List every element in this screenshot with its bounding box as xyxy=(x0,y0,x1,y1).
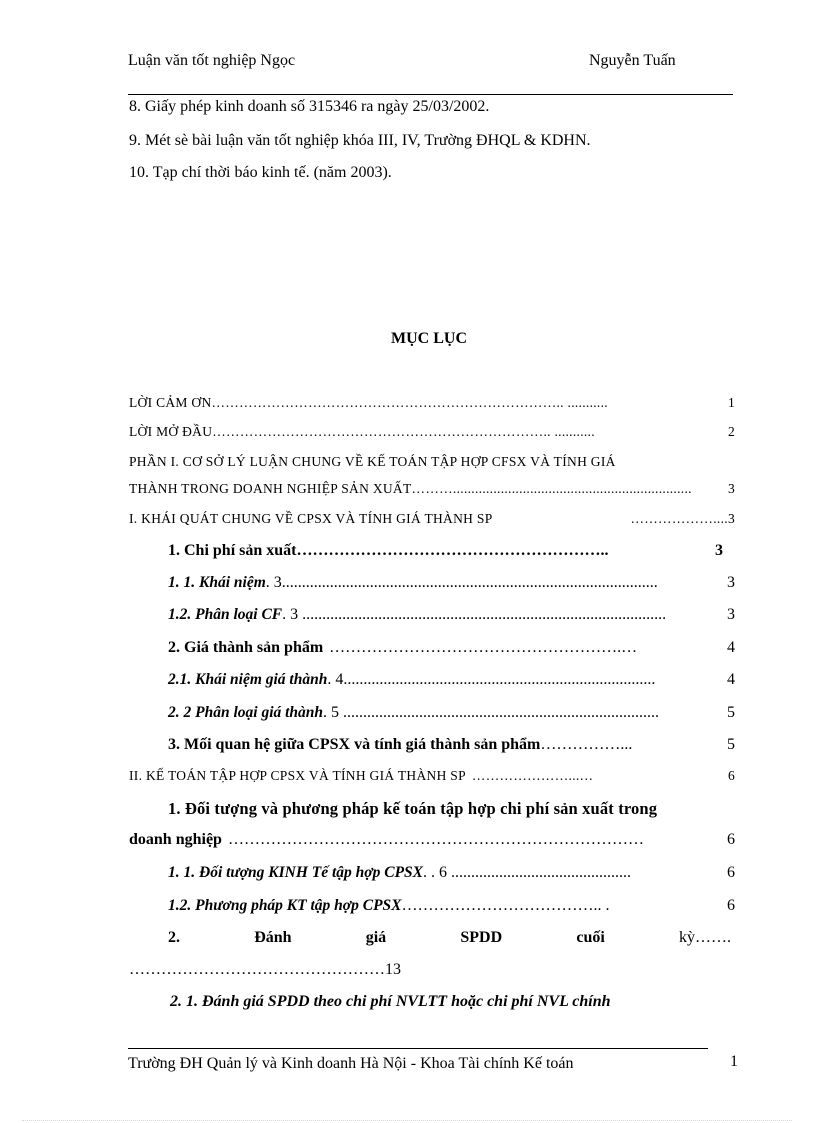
toc-page: 2 xyxy=(727,424,735,439)
toc-entry-text: 2.1. Khái niệm giá thành xyxy=(168,671,328,688)
toc-entry-text: 2. Giá thành sản phẩm xyxy=(168,639,324,656)
toc-page: 6 xyxy=(727,831,735,848)
toc-page: 3 xyxy=(715,542,723,559)
toc-entry-text: 2. 2 Phân loại giá thành xyxy=(168,704,324,721)
footer-rule xyxy=(128,1048,708,1049)
reference-item: 10. Tạp chí thời báo kinh tế. (năm 2003). xyxy=(129,164,392,181)
toc-entry-word: SPDD xyxy=(460,929,503,946)
toc-page: 4 xyxy=(727,671,735,688)
toc-entry-text[interactable]: PHẦN I. CƠ SỞ LÝ LUẬN CHUNG VỀ KẾ TOÁN TẬP HỢP CFSX VÀ TÍNH GIÁ xyxy=(129,454,616,469)
toc-entry[interactable] xyxy=(168,574,735,592)
footer-page-number: 1 xyxy=(730,1053,738,1070)
toc-entry[interactable] xyxy=(168,671,735,689)
toc-entry[interactable] xyxy=(168,606,735,624)
toc-page: 3 xyxy=(727,606,735,623)
toc-page: 4 xyxy=(727,639,735,656)
toc-entry-text: 1.2. Phân loại CF xyxy=(168,606,283,623)
toc-entry[interactable] xyxy=(168,639,735,657)
toc-page: 5 xyxy=(727,704,735,721)
toc-entry-text: THÀNH TRONG DOANH NGHIỆP SẢN XUẤT xyxy=(129,481,412,496)
toc-leader: ……………………………….. . xyxy=(401,897,610,914)
toc-entry-text: 3. Mối quan hệ giữa CPSX và tính giá thành sản phẩm xyxy=(168,736,541,753)
toc-title: MỤC LỤC xyxy=(391,330,467,347)
toc-leader: ............................................................................... xyxy=(343,704,660,721)
toc-page: 6 xyxy=(727,864,735,881)
toc-entry-suffix: . 3 xyxy=(282,606,299,623)
toc-entry-text: II. KẾ TOÁN TẬP HỢP CPSX VÀ TÍNH GIÁ THÀNH SP xyxy=(129,768,466,783)
toc-leader: .............................................................................................. xyxy=(281,574,658,591)
toc-entry-suffix: . 4 xyxy=(327,671,344,688)
toc-leader: ………………………………………………………………….. ........... xyxy=(211,395,608,410)
toc-page: 3 xyxy=(727,511,735,526)
page-bottom-divider xyxy=(22,1120,792,1121)
toc-entry-continuation: …………………………………………13 xyxy=(129,961,401,978)
toc-entry[interactable] xyxy=(168,929,731,947)
toc-leader: ……………….... xyxy=(630,511,728,526)
toc-entry-text: 1. Chi phí sản xuất xyxy=(168,542,297,559)
toc-leader: ……………... xyxy=(540,736,633,753)
toc-leader: …………………...… xyxy=(471,768,594,783)
toc-entry-word: giá xyxy=(365,929,387,946)
toc-entry[interactable] xyxy=(168,864,735,882)
reference-item: 9. Mét sè bài luận văn tốt nghiệp khóa III, IV, Trường ĐHQL & KDHN. xyxy=(129,132,591,149)
toc-entry-text: I. KHÁI QUÁT CHUNG VỀ CPSX VÀ TÍNH GIÁ THÀNH SP xyxy=(129,511,493,526)
toc-entry-text: 1. 1. Đối tượng KINH Tế tập hợp CPSX xyxy=(168,864,424,881)
toc-entry[interactable] xyxy=(168,542,723,560)
toc-entry-text: LỜI MỞ ĐẦU xyxy=(129,424,213,439)
toc-leader: ............................................. xyxy=(451,864,632,881)
toc-entry[interactable] xyxy=(129,395,735,411)
toc-entry[interactable] xyxy=(129,424,735,440)
toc-entry-suffix: . 3 xyxy=(265,574,282,591)
toc-entry[interactable] xyxy=(168,736,735,754)
toc-entry-text: 1. 1. Khái niệm xyxy=(168,574,266,591)
toc-entry[interactable] xyxy=(129,768,735,784)
toc-leader: ………................................................................. xyxy=(411,481,692,496)
toc-entry-word: kỳ……. xyxy=(678,929,731,946)
toc-entry-text: LỜI CẢM ƠN xyxy=(129,395,212,410)
reference-item: 8. Giấy phép kinh doanh số 315346 ra ngày 25/03/2002. xyxy=(129,98,490,115)
toc-leader: ........................................................................................... xyxy=(302,606,667,623)
toc-page: 3 xyxy=(727,574,735,591)
header-right-text: Nguyễn Tuấn xyxy=(589,52,676,69)
toc-page: 6 xyxy=(727,768,735,783)
toc-entry-word: 2. xyxy=(168,929,180,946)
toc-leader: ……………………………………………….… xyxy=(329,639,638,656)
toc-entry[interactable] xyxy=(168,704,735,722)
toc-leader: ……………………………………………………………….. ........... xyxy=(212,424,595,439)
toc-entry[interactable] xyxy=(129,511,735,527)
toc-leader: …………………………………………………………………… xyxy=(227,831,644,848)
toc-entry-text: doanh nghiệp xyxy=(129,831,222,848)
toc-leader: .............................................................................. xyxy=(343,671,656,688)
toc-page: 1 xyxy=(727,395,735,410)
toc-entry[interactable] xyxy=(129,831,735,849)
footer-text: Trường ĐH Quản lý và Kinh doanh Hà Nội - Khoa Tài chính Kế toán xyxy=(128,1055,574,1072)
toc-entry-text: 1.2. Phương pháp KT tập hợp CPSX xyxy=(168,897,402,914)
toc-page: 5 xyxy=(727,736,735,753)
toc-entry-word: cuối xyxy=(576,929,605,946)
header-rule xyxy=(128,94,733,95)
header-left-text: Luận văn tốt nghiệp Ngọc xyxy=(128,52,296,69)
toc-entry[interactable] xyxy=(129,481,735,497)
toc-entry-text[interactable]: 2. 1. Đánh giá SPDD theo chi phí NVLTT hoặc chi phí NVL chính xyxy=(170,993,611,1010)
toc-entry-text[interactable]: 1. Đối tượng và phương pháp kế toán tập hợp chi phí sản xuất trong xyxy=(168,799,658,818)
toc-entry-suffix: . . 6 xyxy=(423,864,448,881)
toc-entry-suffix: . 5 xyxy=(323,704,340,721)
toc-entry-word: Đánh xyxy=(254,929,292,946)
toc-entry[interactable] xyxy=(168,897,735,915)
toc-leader: ………………………………………………….. xyxy=(296,542,609,559)
toc-page: 3 xyxy=(727,481,735,496)
toc-page: 6 xyxy=(727,897,735,914)
